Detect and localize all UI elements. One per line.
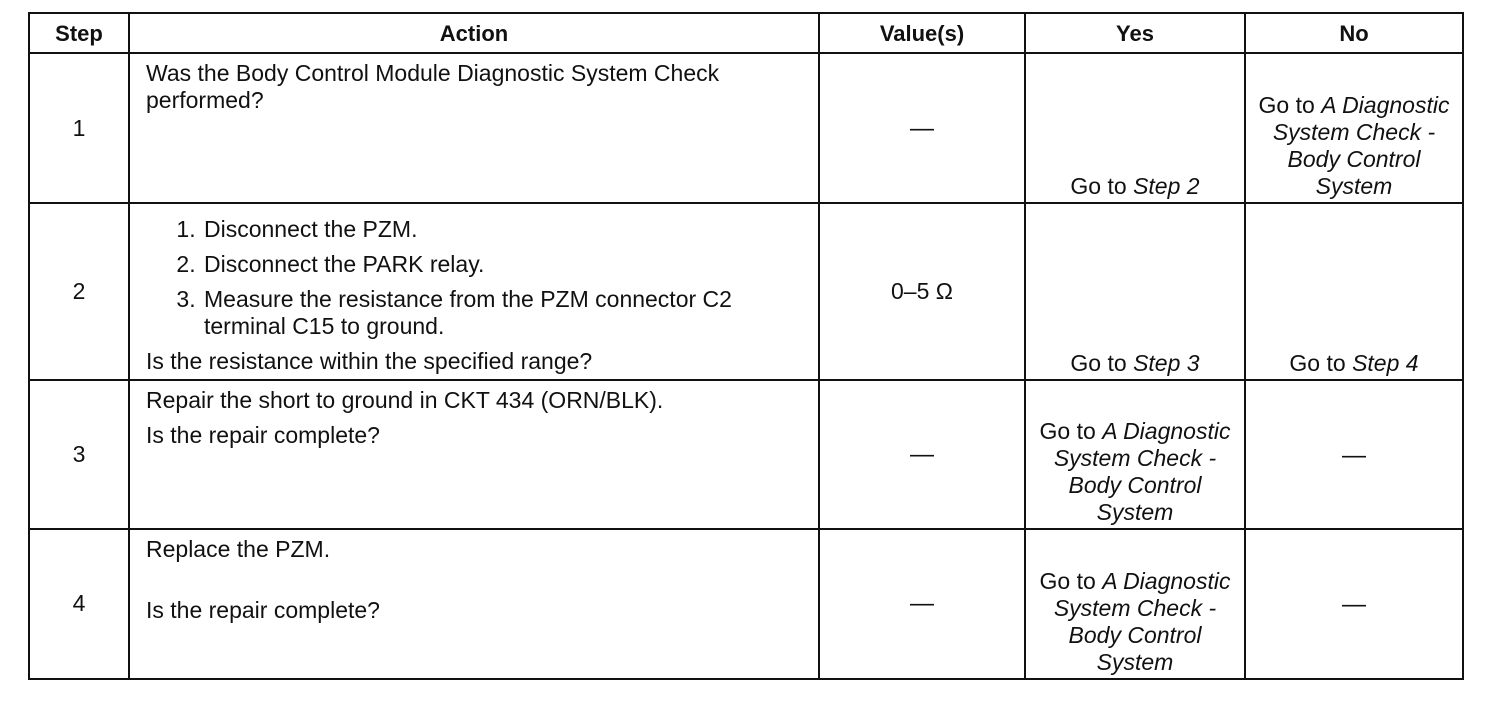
no-link-step-4[interactable]: Step 4 [1352, 350, 1419, 377]
diagnostic-table [28, 12, 1464, 680]
step-number: 1 [29, 53, 129, 203]
no-cell [1245, 203, 1463, 380]
header-no: No [1245, 13, 1463, 53]
yes-prefix: Go to [1039, 417, 1096, 444]
table-row [29, 53, 1463, 203]
action-cell [129, 203, 819, 380]
yes-prefix: Go to [1039, 568, 1096, 594]
no-link-diagnostic-system-check[interactable]: A Diagnostic System Check - Body Control System [1272, 92, 1450, 200]
no-prefix: Go to [1289, 350, 1346, 377]
value-cell [819, 380, 1025, 528]
value-text: — [910, 590, 934, 618]
yes-link-diagnostic-system-check[interactable]: A Diagnostic System Check - Body Control System [1053, 568, 1231, 675]
no-cell [1245, 529, 1463, 680]
header-row [29, 13, 1463, 53]
action-question: Is the repair complete? [146, 596, 380, 623]
action-question: Is the resistance within the specified range? [146, 348, 593, 375]
header-step: Step [29, 13, 129, 53]
action-step-item: 2. Disconnect the PARK relay. [202, 251, 806, 278]
yes-link-step-2[interactable]: Step 2 [1133, 173, 1200, 200]
yes-prefix: Go to [1070, 350, 1127, 377]
yes-cell [1025, 380, 1245, 528]
no-prefix: Go to [1258, 92, 1315, 119]
action-step-list [146, 216, 806, 340]
value-cell [819, 203, 1025, 380]
step-number: 2 [29, 203, 129, 380]
yes-link-step-3[interactable]: Step 3 [1133, 350, 1200, 377]
header-values: Value(s) [819, 13, 1025, 53]
action-step-item: 3. Measure the resistance from the PZM connector C2 terminal C15 to ground. [202, 286, 806, 340]
action-cell [129, 53, 819, 203]
no-text: — [1342, 591, 1366, 619]
table-row [29, 380, 1463, 528]
yes-cell [1025, 529, 1245, 680]
action-instruction: Replace the PZM. [146, 535, 331, 562]
diagnostic-table-sheet [28, 12, 1462, 680]
no-text: — [1342, 441, 1366, 469]
step-number: 4 [29, 529, 129, 680]
value-cell [819, 53, 1025, 203]
action-step-item: 1. Disconnect the PZM. [202, 216, 806, 243]
yes-cell [1025, 203, 1245, 380]
value-cell [819, 529, 1025, 680]
table-row [29, 529, 1463, 680]
action-question: Is the repair complete? [146, 422, 380, 449]
value-text: — [910, 114, 934, 142]
no-cell [1245, 380, 1463, 528]
header-action: Action [129, 13, 819, 53]
action-instruction: Repair the short to ground in CKT 434 (ORN/BLK). [146, 387, 664, 414]
value-text: 0–5 Ω [891, 278, 953, 305]
yes-cell [1025, 53, 1245, 203]
action-question: Was the Body Control Module Diagnostic System Check performed? [146, 60, 720, 113]
table-row [29, 203, 1463, 380]
step-number: 3 [29, 380, 129, 528]
header-yes: Yes [1025, 13, 1245, 53]
yes-link-diagnostic-system-check[interactable]: A Diagnostic System Check - Body Control System [1053, 417, 1231, 525]
action-cell [129, 529, 819, 680]
yes-prefix: Go to [1070, 173, 1127, 200]
value-text: — [910, 440, 934, 468]
action-cell [129, 380, 819, 528]
no-cell [1245, 53, 1463, 203]
